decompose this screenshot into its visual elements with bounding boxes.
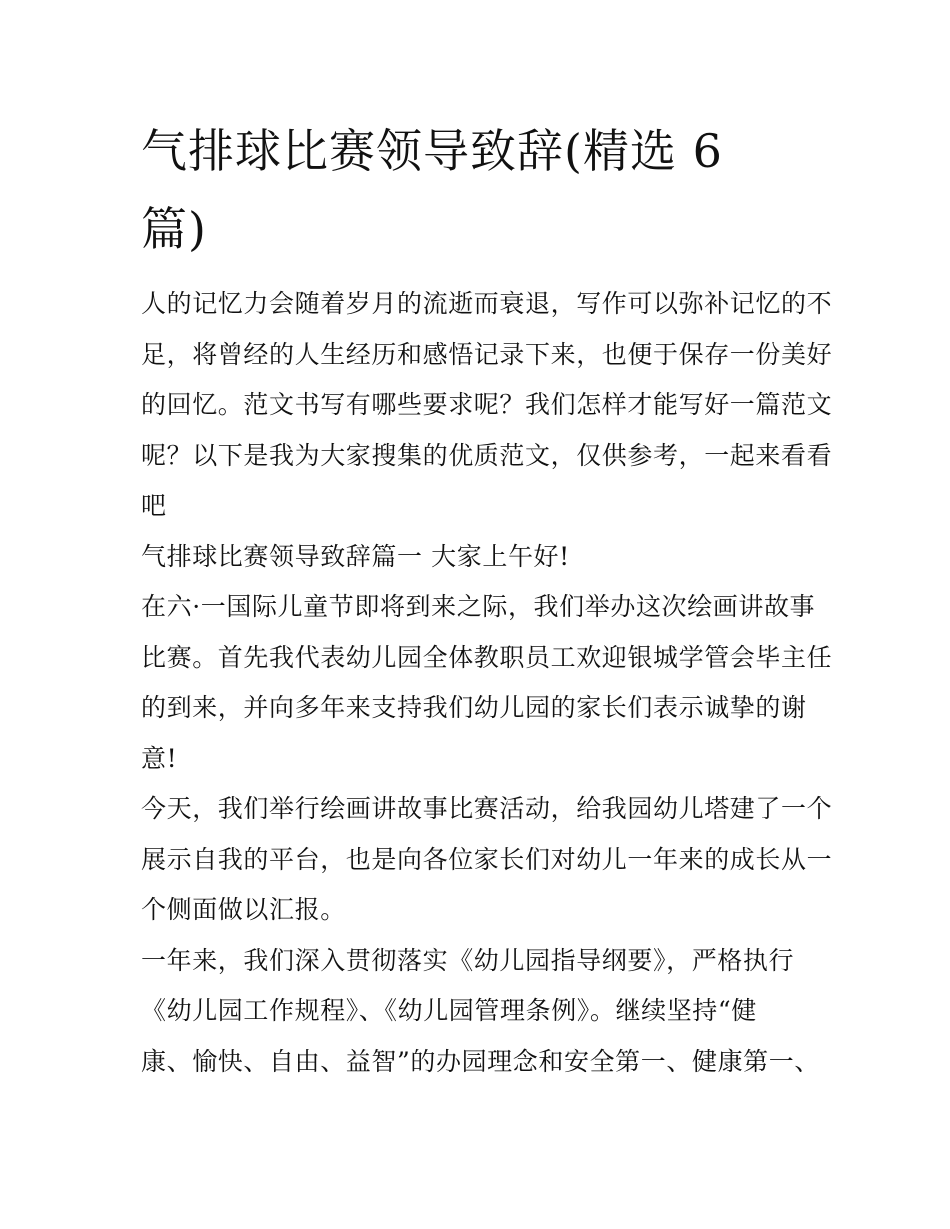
text-line: 呢？以下是我为大家搜集的优质范文，仅供参考，一起来看看 (141, 440, 833, 470)
text-line: 个侧面做以汇报。 (141, 895, 346, 924)
document-title (141, 112, 821, 268)
title-line-2: 篇) (141, 202, 207, 256)
text-line: 足，将曾经的人生经历和感悟记录下来，也便于保存一份美好 (141, 339, 833, 369)
text-line: 意! (141, 743, 178, 773)
text-line: 康、愉快、自由、益智”的办园理念和安全第一、健康第一、 (141, 1046, 820, 1076)
text-line: 在六·一国际儿童节即将到来之际，我们举办这次绘画讲故事 (141, 592, 816, 621)
text-line: 今天，我们举行绘画讲故事比赛活动，给我园幼儿塔建了一个 (141, 794, 833, 823)
text-line: 比赛。首先我代表幼儿园全体教职员工欢迎银城学管会毕主任 (141, 642, 833, 672)
text-line: 吧 (141, 491, 167, 520)
title-line-1: 气排球比赛领导致辞(精选 6 (141, 124, 723, 178)
document-body (141, 279, 833, 1087)
text-line: 的到来，并向多年来支持我们幼儿园的家长们表示诚挚的谢 (141, 693, 807, 722)
text-line: 的回忆。范文书写有哪些要求呢？我们怎样才能写好一篇范文 (141, 390, 833, 419)
text-line: 展示自我的平台，也是向各位家长们对幼儿一年来的成长从一 (141, 844, 833, 874)
section-heading-line: 气排球比赛领导致辞篇一 大家上午好! (141, 541, 570, 571)
text-line: 一年来，我们深入贯彻落实《幼儿园指导纲要》，严格执行 (141, 945, 795, 975)
text-line: 人的记忆力会随着岁月的流逝而衰退，写作可以弥补记忆的不 (141, 289, 833, 318)
text-line: 《幼儿园工作规程》、《幼儿园管理条例》。继续坚持“健 (141, 996, 757, 1025)
